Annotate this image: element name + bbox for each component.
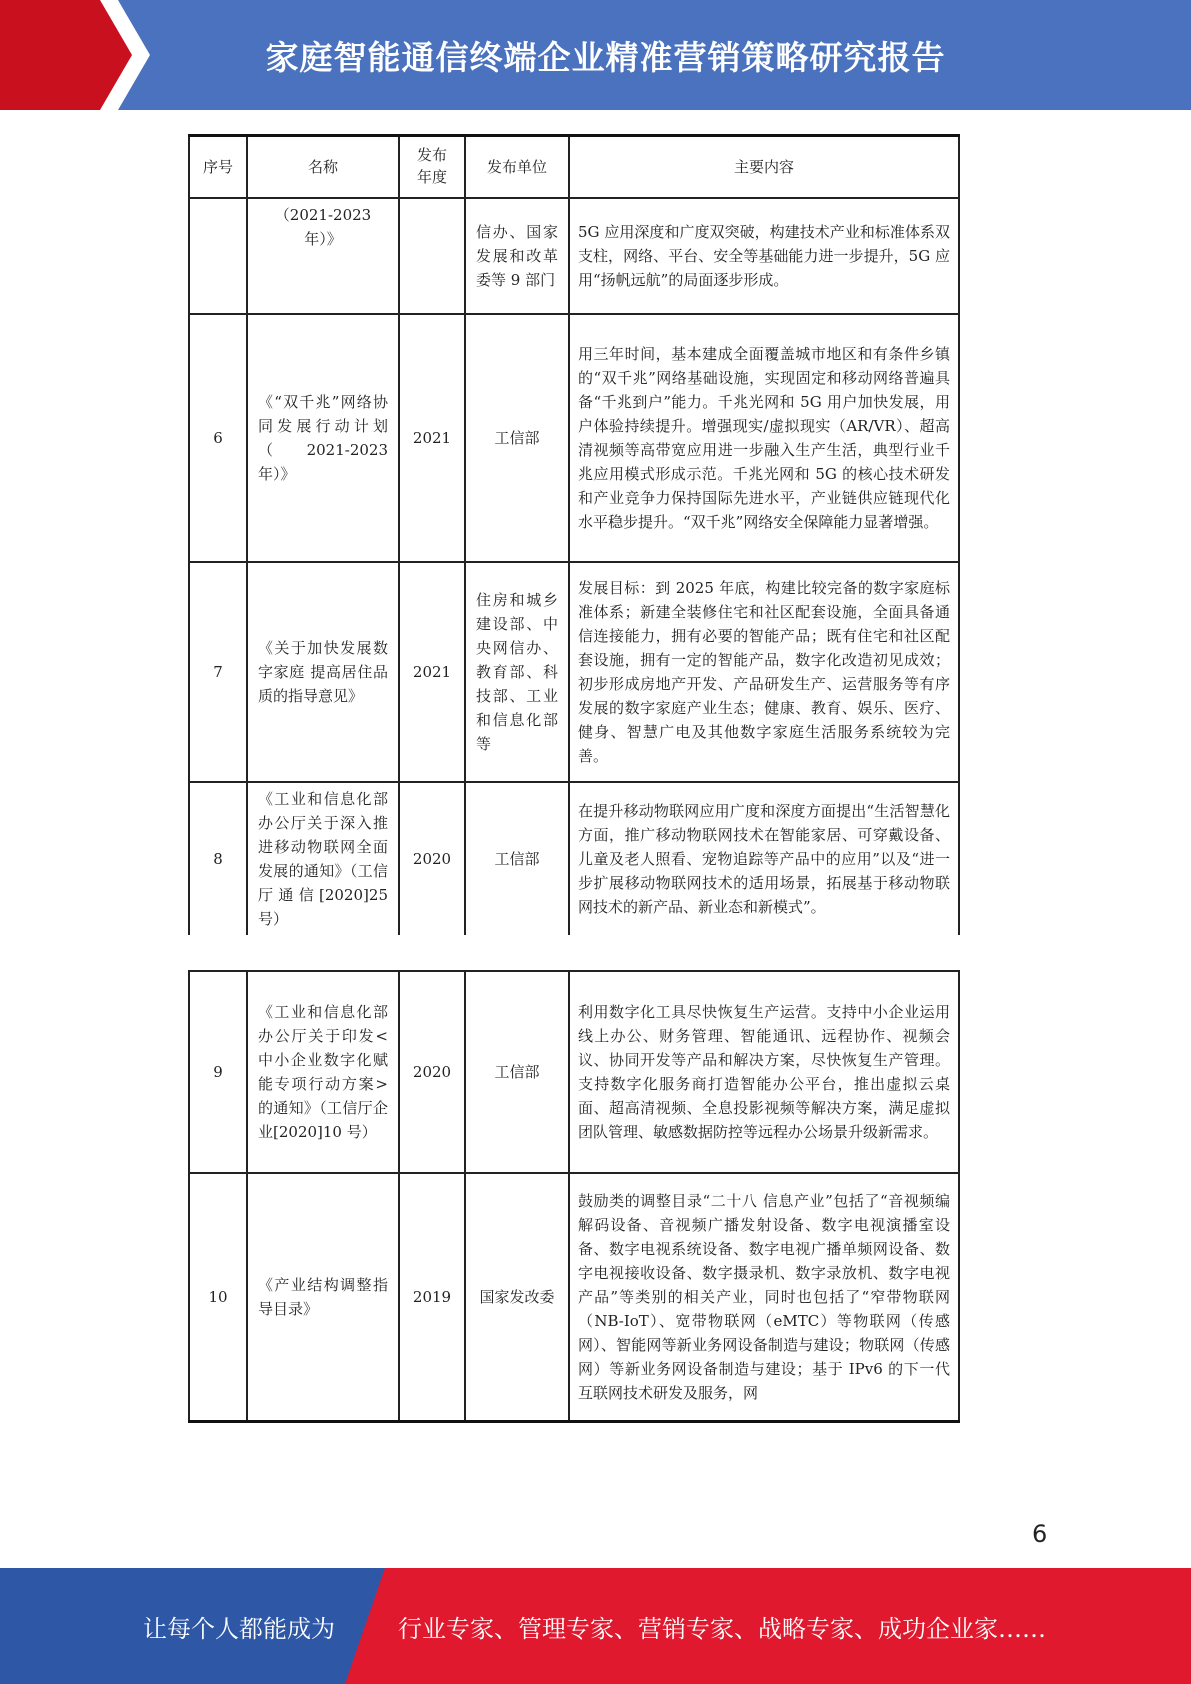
row-year: 2021 bbox=[399, 562, 465, 782]
row-index bbox=[189, 198, 247, 314]
row-year: 2020 bbox=[399, 971, 465, 1173]
page-break-gap bbox=[186, 935, 962, 968]
table-row bbox=[189, 971, 959, 1173]
row-org: 工信部 bbox=[465, 314, 569, 562]
row-org: 国家发改委 bbox=[465, 1173, 569, 1421]
row-index: 8 bbox=[189, 782, 247, 936]
col-header-name: 名称 bbox=[247, 136, 399, 198]
table-row bbox=[189, 314, 959, 562]
row-year bbox=[399, 198, 465, 314]
policy-table-continued bbox=[188, 970, 960, 1423]
row-content: 5G 应用深度和广度双突破，构建技术产业和标准体系双支柱，网络、平台、安全等基础能力进一步提升，5G 应用“扬帆远航”的局面逐步形成。 bbox=[569, 198, 959, 314]
col-header-org: 发布单位 bbox=[465, 136, 569, 198]
report-title: 家庭智能通信终端企业精准营销策略研究报告 bbox=[265, 37, 946, 77]
col-header-index: 序号 bbox=[189, 136, 247, 198]
page-footer bbox=[0, 1568, 1191, 1684]
row-index: 10 bbox=[189, 1173, 247, 1421]
page-number: 6 bbox=[1032, 1520, 1048, 1548]
row-content: 在提升移动物联网应用广度和深度方面提出“生活智慧化方面，推广移动物联网技术在智能家居、可穿戴设备、儿童及老人照看、宠物追踪等产品中的应用”以及“进一步扩展移动物联网技术的适用场景，拓展基于移动物联网技术的新产品、新业态和新模式”。 bbox=[569, 782, 959, 936]
row-name: 《产业结构调整指导目录》 bbox=[247, 1173, 399, 1421]
row-org: 工信部 bbox=[465, 971, 569, 1173]
row-year: 2019 bbox=[399, 1173, 465, 1421]
row-index: 7 bbox=[189, 562, 247, 782]
row-content: 鼓励类的调整目录“二十八 信息产业”包括了“音视频编解码设备、音视频广播发射设备、数字电视演播室设备、数字电视系统设备、数字电视广播单频网设备、数字电视接收设备、数字摄录机、数字录放机、数字电视产品”等类别的相关产业，同时也包括了“窄带物联网（NB-IoT）、宽带物联网（eMTC）等物联网（传感网）、智能网等新业务网设备制造与建设；物联网（传感网）等新业务网设备制造与建设；基于 IPv6 的下一代互联网技术研发及服务，网 bbox=[569, 1173, 959, 1421]
table-row bbox=[189, 782, 959, 936]
row-name: 《“双千兆”网络协同发展行动计划（2021-2023 年）》 bbox=[247, 314, 399, 562]
row-name: 《工业和信息化部办公厅关于深入推进移动物联网全面发展的通知》（工信厅通信[2020]25 号） bbox=[247, 782, 399, 936]
footer-slogan-left: 让每个人都能成为 bbox=[143, 1614, 335, 1643]
row-org: 住房和城乡建设部、中央网信办、教育部、科技部、工业和信息化部等 bbox=[465, 562, 569, 782]
row-org: 信办、国家发展和改革委等 9 部门 bbox=[465, 198, 569, 314]
row-content: 利用数字化工具尽快恢复生产运营。支持中小企业运用线上办公、财务管理、智能通讯、远程协作、视频会议、协同开发等产品和解决方案，尽快恢复生产管理。支持数字化服务商打造智能办公平台，推出虚拟云桌面、超高清视频、全息投影视频等解决方案，满足虚拟团队管理、敏感数据防控等远程办公场景升级新需求。 bbox=[569, 971, 959, 1173]
row-index: 6 bbox=[189, 314, 247, 562]
row-content: 用三年时间，基本建成全面覆盖城市地区和有条件乡镇的“双千兆”网络基础设施，实现固定和移动网络普遍具备“千兆到户”能力。千兆光网和 5G 用户加快发展，用户体验持续提升。增强现实/虚拟现实（AR/VR）、超高清视频等高带宽应用进一步融入生产生活，典型行业千兆应用模式形成示范。千兆光网和 5G 的核心技术研发和产业竞争力保持国际先进水平，产业链供应链现代化水平稳步提升。“双千兆”网络安全保障能力显著增强。 bbox=[569, 314, 959, 562]
row-content: 发展目标：到 2025 年底，构建比较完备的数字家庭标准体系；新建全装修住宅和社区配套设施，全面具备通信连接能力，拥有必要的智能产品；既有住宅和社区配套设施，拥有一定的智能产品，数字化改造初见成效；初步形成房地产开发、产品研发生产、运营服务等有序发展的数字家庭产业生态；健康、教育、娱乐、医疗、健身、智慧广电及其他数字家庭生活服务系统较为完善。 bbox=[569, 562, 959, 782]
table-row bbox=[189, 198, 959, 314]
table-row bbox=[189, 1173, 959, 1421]
row-year: 2020 bbox=[399, 782, 465, 936]
row-org: 工信部 bbox=[465, 782, 569, 936]
col-header-content: 主要内容 bbox=[569, 136, 959, 198]
row-index: 9 bbox=[189, 971, 247, 1173]
table-row bbox=[189, 562, 959, 782]
row-name: 《工业和信息化部办公厅关于印发<中小企业数字化赋能专项行动方案>的通知》（工信厅企业[2020]10 号） bbox=[247, 971, 399, 1173]
table-header-row bbox=[189, 136, 959, 198]
col-header-year: 发布年度 bbox=[399, 136, 465, 198]
policy-table bbox=[188, 134, 960, 937]
row-name: （2021-2023 年）》 bbox=[247, 198, 399, 314]
footer-slogan-right: 行业专家、管理专家、营销专家、战略专家、成功企业家…… bbox=[398, 1614, 1046, 1643]
row-name: 《关于加快发展数字家庭 提高居住品质的指导意见》 bbox=[247, 562, 399, 782]
row-year: 2021 bbox=[399, 314, 465, 562]
page-header bbox=[0, 0, 1191, 110]
